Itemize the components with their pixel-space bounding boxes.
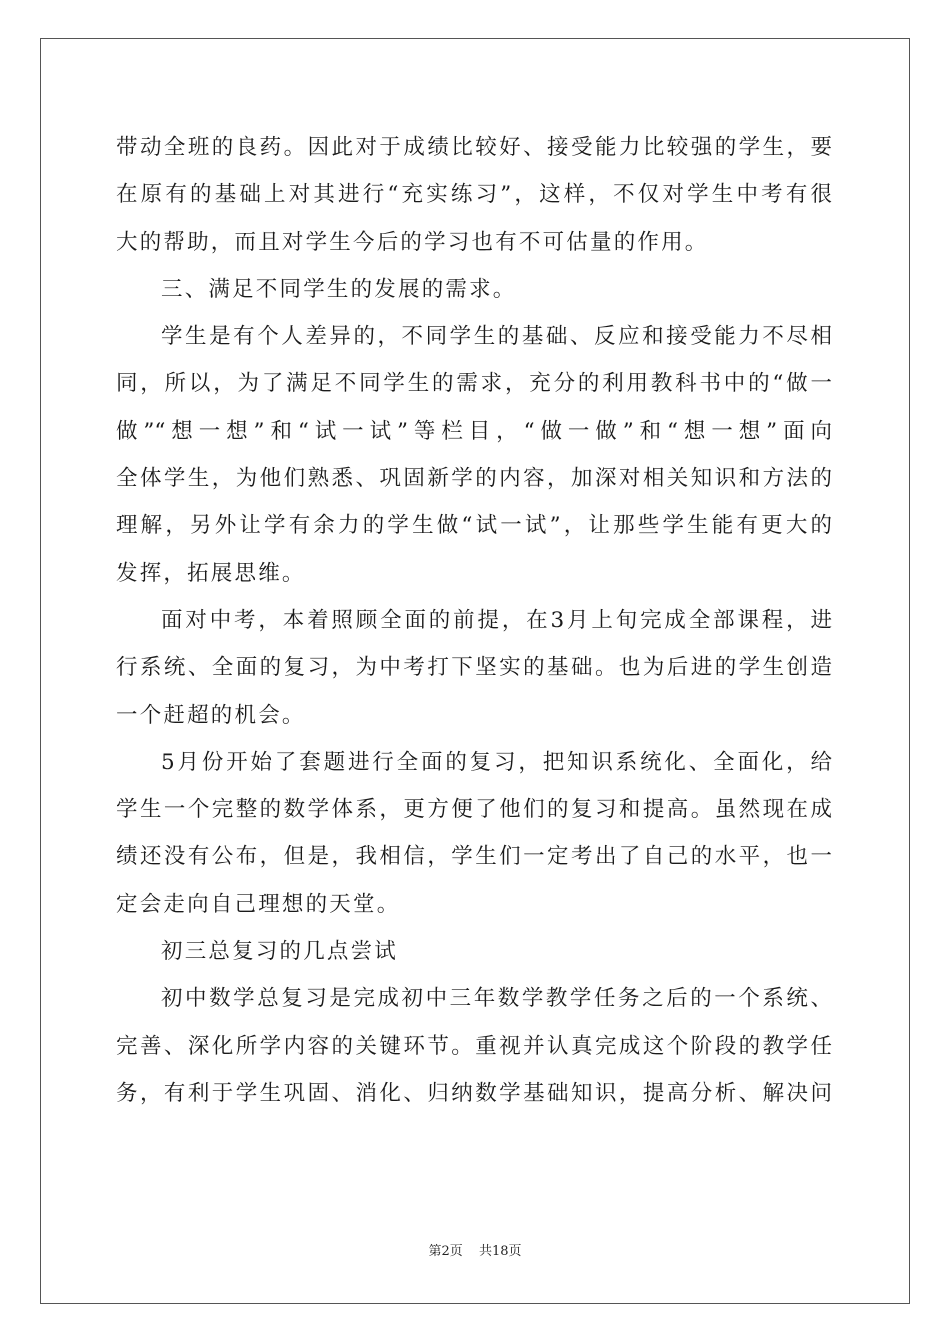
- text-line: 同，所以，为了满足不同学生的需求，充分的利用教科书中的“做一: [116, 371, 832, 397]
- text-line: 5月份开始了套题进行全面的复习，把知识系统化、全面化，给: [161, 749, 832, 775]
- page-footer: [0, 1240, 950, 1259]
- text-line: 完善、深化所学内容的关键环节。重视并认真完成这个阶段的教学任: [116, 1033, 832, 1059]
- text-line: 务，有利于学生巩固、消化、归纳数学基础知识，提高分析、解决问: [116, 1080, 832, 1106]
- section-heading: 初三总复习的几点尝试: [161, 939, 399, 965]
- document-body: [116, 124, 832, 1117]
- text-line: 一个赶超的机会。: [116, 702, 306, 728]
- text-line: 大的帮助，而且对学生今后的学习也有不可估量的作用。: [116, 229, 709, 255]
- text-line: 理解，另外让学有余力的学生做“试一试”，让那些学生能有更大的: [116, 513, 832, 539]
- text-line: 学生是有个人差异的，不同学生的基础、反应和接受能力不尽相: [161, 324, 832, 350]
- text-line: 定会走向自己理想的天堂。: [116, 891, 401, 917]
- text-line: 在原有的基础上对其进行“充实练习”，这样，不仅对学生中考有很: [116, 182, 832, 208]
- text-line: 做”“想一想”和“试一试”等栏目，“做一做”和“想一想”面向: [116, 418, 832, 444]
- text-line: 行系统、全面的复习，为中考打下坚实的基础。也为后进的学生创造: [116, 655, 832, 681]
- text-line: 绩还没有公布，但是，我相信，学生们一定考出了自己的水平，也一: [116, 844, 832, 870]
- page-number: 第2页: [428, 1244, 463, 1259]
- text-line: 面对中考，本着照顾全面的前提，在3月上旬完成全部课程，进: [161, 607, 832, 633]
- text-line: 发挥，拓展思维。: [116, 560, 306, 586]
- text-line: 全体学生，为他们熟悉、巩固新学的内容，加深对相关知识和方法的: [116, 466, 832, 492]
- section-heading: 三、满足不同学生的发展的需求。: [161, 276, 517, 302]
- text-line: 学生一个完整的数学体系，更方便了他们的复习和提高。虽然现在成: [116, 797, 832, 823]
- text-line: 带动全班的良药。因此对于成绩比较好、接受能力比较强的学生，要: [116, 135, 832, 160]
- page-total: 共18页: [478, 1244, 522, 1259]
- text-line: 初中数学总复习是完成初中三年数学教学任务之后的一个系统、: [161, 986, 832, 1012]
